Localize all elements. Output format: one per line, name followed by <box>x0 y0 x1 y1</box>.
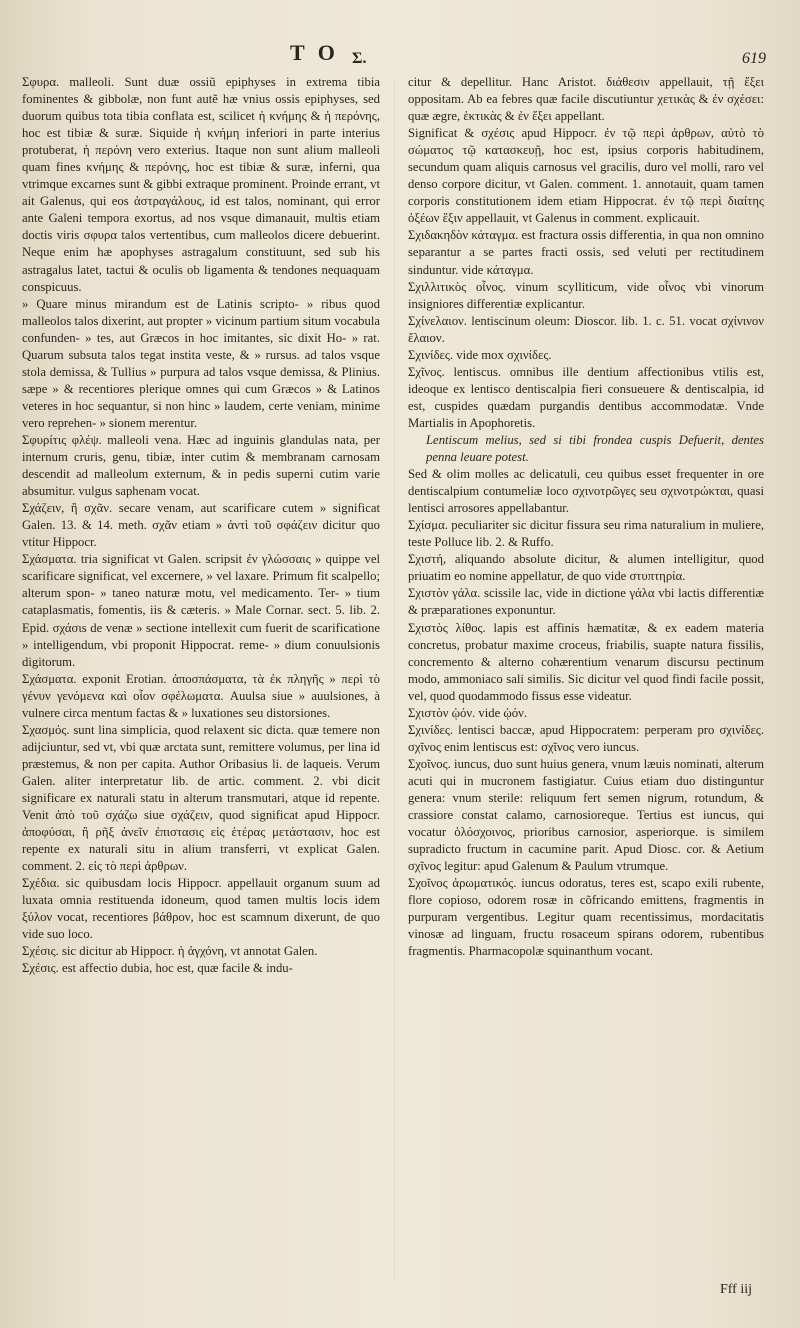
entry-paragraph: Σχιστή, aliquando absolute dicitur, & alumen intelligitur, quod priuatim eo nomine appellatur, de quo vide στυπτηρία. <box>408 552 764 584</box>
entry-paragraph: Σχοῖνος ἀρωματικός. iuncus odoratus, teres est, scapo exili rubente, flore copioso, odorem rosæ in cõfricando emittens, fragmentis in purpuram vergentibus. Legitur quam recentissimus, mordacitatis vinosæ ad linguam, fructu rosaceum spirans odorem, rubentibus fragmentis. Pharmacopolæ squinanthum vocant. <box>408 876 764 959</box>
entry-paragraph: Σχιστὸς λίθος. lapis est affinis hæmatitæ, & ex eadem materia concretus, probatur maxime croceus, friabilis, suapte natura fissilis, concremento & alterno cohærentium venarum discursu pectinum modo, ammoniaco sali similis. Sic dicitur vel quod findi facile possit, vel, quod quodammodo fissus esse videatur. <box>408 620 764 703</box>
left-column <box>22 74 380 977</box>
entry-paragraph: Σφυρίτις φλέψ. malleoli vena. Hæc ad inguinis glandulas nata, per internum cruris, genu, tibiæ, inter cutim & membranam carnosam descendit ad malleolum externum, & in pedis superni cutim varie absumitur. vulgus saphenam vocat. <box>22 432 380 499</box>
entry-paragraph: Σχίνελαιον. lentiscinum oleum: Dioscor. lib. 1. c. 51. vocat σχίνινον ἔλαιον. <box>408 313 764 345</box>
entry-paragraph: citur & depellitur. Hanc Aristot. διάθεσιν appellauit, τῇ ἕξει oppositam. Ab ea febres quæ facile discutiuntur χετικὰς & ἐν σχέσει: quæ ægre, ἑκτικὰς & ἐν ἕξει appellant. <box>408 75 764 124</box>
entry-paragraph: Σχέσις. est affectio dubia, hoc est, quæ facile & indu- <box>22 961 293 976</box>
entry-paragraph: Significat & σχέσις apud Hippocr. ἐν τῷ περὶ ἀρθρων, αὐτὸ τὸ σώματος τῷ κατασκευῇ, hoc est, ipsius corporis habitudinem, secundum quam aliquis carnosus vel gracilis, duro vel molli, raro vel denso corpore dicitur, vt Galen. comment. 1. annotauit, quam tamen corporis constitutionem idem etiam Hippocrat. ἐν τῷ περὶ διαίτης ὀξέων ἕξιν appellauit, vt Galenus in comment. explicauit. <box>408 126 764 226</box>
entry-paragraph: Σχῖνος. lentiscus. omnibus ille dentium affectionibus vtilis est, ideoque ex lentisco dentiscalpia fieri consueuere & dentiscalpia, id est, cuspides quædam purgandis dentibus accommodatæ. Vnde Martialis in Apophoretis. <box>408 364 764 430</box>
entry-paragraph: Σχέσις. sic dicitur ab Hippocr. ἡ ἀγχόνη, vt annotat Galen. <box>22 944 318 959</box>
running-head: T O <box>290 40 339 65</box>
entry-paragraph: Σχινίδες. lentisci baccæ, apud Hippocratem: perperam pro σχινίδες. σχῖνος enim lentiscus est: σχῖνος vero iuncus. <box>408 722 764 754</box>
entry-paragraph: Σχάζειν, ἢ σχᾶν. secare venam, aut scarificare cutem » significat Galen. 13. & 14. meth. σχᾶν etiam » ἀντὶ τοῦ σφάζειν dicitur quo vtitur Hippocr. <box>22 501 380 550</box>
entry-paragraph: Σχιστὸν γάλα. scissile lac, vide in dictione γάλα vbi lactis differentiæ & præparationes exponuntur. <box>408 586 764 618</box>
entry-paragraph: Σφυρα. malleoli. Sunt duæ ossiũ epiphyses in extrema tibia fominentes & gibbolæ, non funt autẽ hæ vnius ossis epiphyses, sed duorum quibus tota tibia conflata est, scilicet ἡ κνήμης & ἡ περόνης, hoc est tibiæ & suræ. Siquide ἡ κνήμη inferiori in parte interius protuberat, ἡ περόνη vero exterius. Itaque non sunt alium malleoli quam fines κνήμης & περόνης, hoc est tibiæ & suræ, inferni, qua vtrimque excarnes sunt & gibbi extraque prominent. Proinde errant, vt ait Galenus, qui eos ἀστραγάλους, id est talos, nominant, qui error ante Galeni tempora exortus, ad nos vsque dimanauit, multis etiam doctis viris σφυρα talos vertentibus, cum malleolos dicere debuerint. Neque enim hæ apophyses astragalum constituunt, sed sub his astragalus latet, tactui & oculis ob ligamenta & tendones nequaquam conspicuus. <box>22 75 380 294</box>
verse-quotation: Lentiscum melius, sed si tibi frondea cuspis Defuerit, dentes penna leuare potest. <box>426 432 764 465</box>
entry-paragraph: Σχέδια. sic quibusdam locis Hippocr. appellauit organum suum ad luxata omnia restituenda idoneum, quod tamen multis locis idem ξύλον vocat, recentiores βάθρον, hoc est scamnum dixerunt, de quo vide suo loco. <box>22 876 380 942</box>
entry-paragraph: Σχιλλιτικὸς οἶνος. vinum scylliticum, vide οἶνος vbi vinorum insigniores differentiæ explicantur. <box>408 279 764 311</box>
right-column <box>408 74 764 960</box>
entry-paragraph: Σχασμός. sunt lina simplicia, quod relaxent sic dicta. quæ temere non adijciuntur, sed vt, vbi quæ arctata sunt, remittere volumus, per lina id præstemus, & non per capita. Author Oribasius li. de laqueis. Verum Galen. aliter interpretatur lib. de artic. comment. 2. vbi dicit significare ex naturali statu in alterum transmutari, atque id repente. Venit ἀπὸ τοῦ σχάζω siue σχάζειν, quod significat apud Hippocr. ἀποφύσαι, ἢ ρῆξ ἀνεῖν ἐπιστασις εἰς ἑτέρας μετάστασιν, hoc est repente ex naturali situ in alium transferri, vt explicat Galen. comment. 2. εἰς τὸ περὶ ἀρθρων. <box>22 722 380 874</box>
entry-paragraph: Σχιστὸν ᾠόν. vide ᾠόν. <box>408 705 528 720</box>
gathering-signature: Fff iij <box>719 1282 752 1297</box>
page-number: 619 <box>742 50 766 67</box>
column-letter-mark: Σ. <box>352 50 367 67</box>
entry-paragraph: Σχινίδες. vide mox σχινίδες. <box>408 347 552 362</box>
entry-paragraph: Σχοῖνος. iuncus, duo sunt huius genera, vnum læuis nominati, alterum acuti qui in mucronem fastigiatur. Cuius etiam duo distinguntur genera: vnum sterile: reliquum fert semen nigrum, rotundum, & crassiore constat calamo, carnosioreque. Tertius est iuncus, qui vocatur ὁλόσχοινος, prioribus carnosior, asperiorque. is similem supradicto fructum in cacumine parit. Apud Diosc. cor. & Aetium σχῖνος legitur: apud Galenum & Paulum vtrumque. <box>408 756 764 874</box>
entry-paragraph: Σχίσμα. peculiariter sic dicitur fissura seu rima naturalium in muliere, teste Polluce lib. 2. & Ruffo. <box>408 518 764 550</box>
entry-paragraph: Σχιδακηδὸν κάταγμα. est fractura ossis differentia, in qua non omnino separantur a se partes fracti ossis, sed veluti per rectitudinem sinduntur. vide κάταγμα. <box>408 228 764 277</box>
page-header <box>22 40 778 74</box>
entry-paragraph: Sed & olim molles ac delicatuli, ceu quibus esset frequenter in ore dentiscalpium contumeliæ loco σχινοτρῶγες seu σχινοτρώκται, quasi lentisci arrosores appellabantur. <box>408 467 764 516</box>
entry-paragraph: Σχάσματα. exponit Erotian. ἀποσπάσματα, τὰ ἐκ πληγῆς » περὶ τὸ γένυν γενόμενα καὶ οἷον σφέλωματα. Auulsa siue » auulsiones, à vulnere circa mentum factas & » luxationes seu distorsiones. <box>22 671 380 720</box>
entry-paragraph: » Quare minus mirandum est de Latinis scripto- » ribus quod malleolos talos dixerint, aut propter » vicinum partium situm vocabula confunden- » tes, aut Græcos in hoc imitantes, sic dixit Ho- » rat. Quarum subsuta talos tegat instita veste, & » rursus. ad talos vsque stola demissa, & Tullius » purpura ad talos vsque demissa, & Plinius. sæpe » & recentiores plerique omnes qui cum Græcos » & Latinos veteres in hoc sequantur, si non hinc » laudem, certe veniam, minime vero reprehen- » sionem merentur. <box>22 296 380 430</box>
column-gutter <box>394 80 395 1280</box>
entry-paragraph: Σχάσματα. tria significat vt Galen. scripsit ἐν γλώσσαις » quippe vel scarificare significat, vel excernere, » vel laxare. Primum fit scalpello; alterum spon- » taneo naturæ motu, vel medicamento. Ter- » tium cataplasmatis, fomentis, iis & cæteris. » Male Cornar. sect. 5. lib. 2. Epid. σχάσιs de venæ » sectione intellexit cum fuerit de scarificatione » intelligendum, vbi proponit Hippocrat. reme- » dium conuulsionis digitorum. <box>22 552 380 669</box>
